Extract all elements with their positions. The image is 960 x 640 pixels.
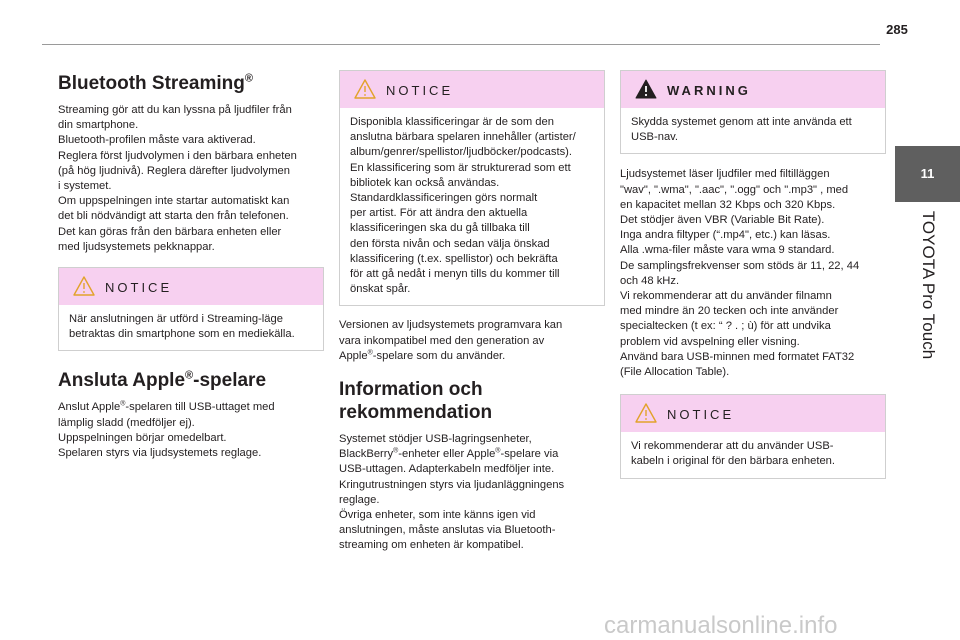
warning-header [621,71,885,108]
warning-triangle-icon [635,79,657,99]
caution-triangle-icon [354,79,376,99]
caution-triangle-icon [73,276,95,296]
header-divider [42,44,880,45]
section-heading-bluetooth: Bluetooth Streaming® [58,72,253,94]
column-2 [339,70,605,554]
section-heading-information: Information och rekommendation [339,379,493,424]
warning-box-usb-hub [620,70,886,154]
file-format-paragraph: Ljudsystemet läser ljudfiler med filtilläggen "wav", ".wma", ".aac", ".ogg" och ".mp3" , med en kapacitet mellan 32 Kbps och 320 Kbps. Det stödjer även VBR (Variable Bit Rate). Inga andra filtyper (“.mp4", etc.) kan läsas. Alla .wma-filer måste vara wma 9 standard. De samplingsfrekvenser som stöds är 11, 22, 44 och 48 kHz. Vi rekommenderar att du använder filnamn med mindre än 20 tecken och inte använder specialtecken (t ex: “ ? . ; ù) för att undvika problem vid avspelning eller visning. Använd bara USB-minnen med formatet FAT32 (File Allocation Table). [620,168,860,379]
notice-label: NOTICE [386,83,454,98]
notice-label: NOTICE [105,280,173,296]
page-number: 285 [886,22,908,37]
notice-label: NOTICE [667,407,735,423]
apple-paragraph: Anslut Apple®-spelaren till USB-uttaget med lämplig sladd (medföljer ej). Uppspelningen börjar omedelbart. Spelaren styrs via ljudsystemets reglage. [58,400,275,460]
chapter-title-text: TOYOTA Pro Touch [918,210,938,360]
bluetooth-paragraph: Streaming gör att du kan lyssna på ljudfiler från din smartphone. Bluetooth-profilen måste vara aktiverad. Reglera först ljudvolymen i den bärbara enheten (på hög ljudnivå). Reglera därefter ljudvolymen i systemet. Om uppspelningen inte startar automatiskt kan det bli nödvändigt att starta den från telefonen. Det kan göras från den bärbara enheten eller med ljudsystemets pekknappar. [58,104,297,253]
notice-header [59,268,323,305]
caution-triangle-icon [635,403,657,423]
notice-header [340,71,604,108]
column-3 [620,70,886,479]
chapter-title [895,210,960,360]
notice-header [621,395,885,432]
column-1 [58,70,324,461]
notice-text: Vi rekommenderar att du använder USB- kabeln i original för den bärbara enheten. [631,440,836,468]
version-paragraph: Versionen av ljudsystemets programvara kan vara inkompatibel med den generation av Apple®-spelare som du använder. [339,319,563,362]
notice-box-streaming [58,267,324,351]
watermark: carmanualsonline.info [604,612,838,639]
chapter-tab[interactable]: 11 [895,146,960,202]
warning-label: WARNING [667,83,751,98]
information-paragraph: Systemet stödjer USB-lagringsenheter, BlackBerry®-enheter eller Apple®-spelare via USB-uttagen. Adapterkabeln medföljer inte. Kringutrustningen styrs via ljudanläggningens reglage. Övriga enheter, som inte känns igen vid anslutningen, måste anslutas via Bluetooth- streaming om enheten är kompatibel. [339,433,565,552]
notice-box-classification [339,70,605,306]
notice-text: När anslutningen är utförd i Streaming-läge betraktas din smartphone som en mediekälla. [69,313,295,341]
notice-text: Disponibla klassificeringar är de som den anslutna bärbara spelaren innehåller (artister/ album/genrer/spellistor/ljudböcker/podcasts). En klassificering som är strukturerad som ett bibliotek kan också användas. Standardklassificeringen görs normalt per artist. För att ändra den aktuella klassificeringen ska du gå tillbaka till den första nivån och sedan välja önskad klassificering (t.ex. spellistor) och bekräfta för att gå nedåt i menyn tills du kommer till önskat spår. [350,116,576,296]
warning-text: Skydda systemet genom att inte använda ett USB-nav. [631,116,852,144]
section-heading-apple: Ansluta Apple®-spelare [58,370,267,392]
notice-box-usb-cable [620,394,886,478]
